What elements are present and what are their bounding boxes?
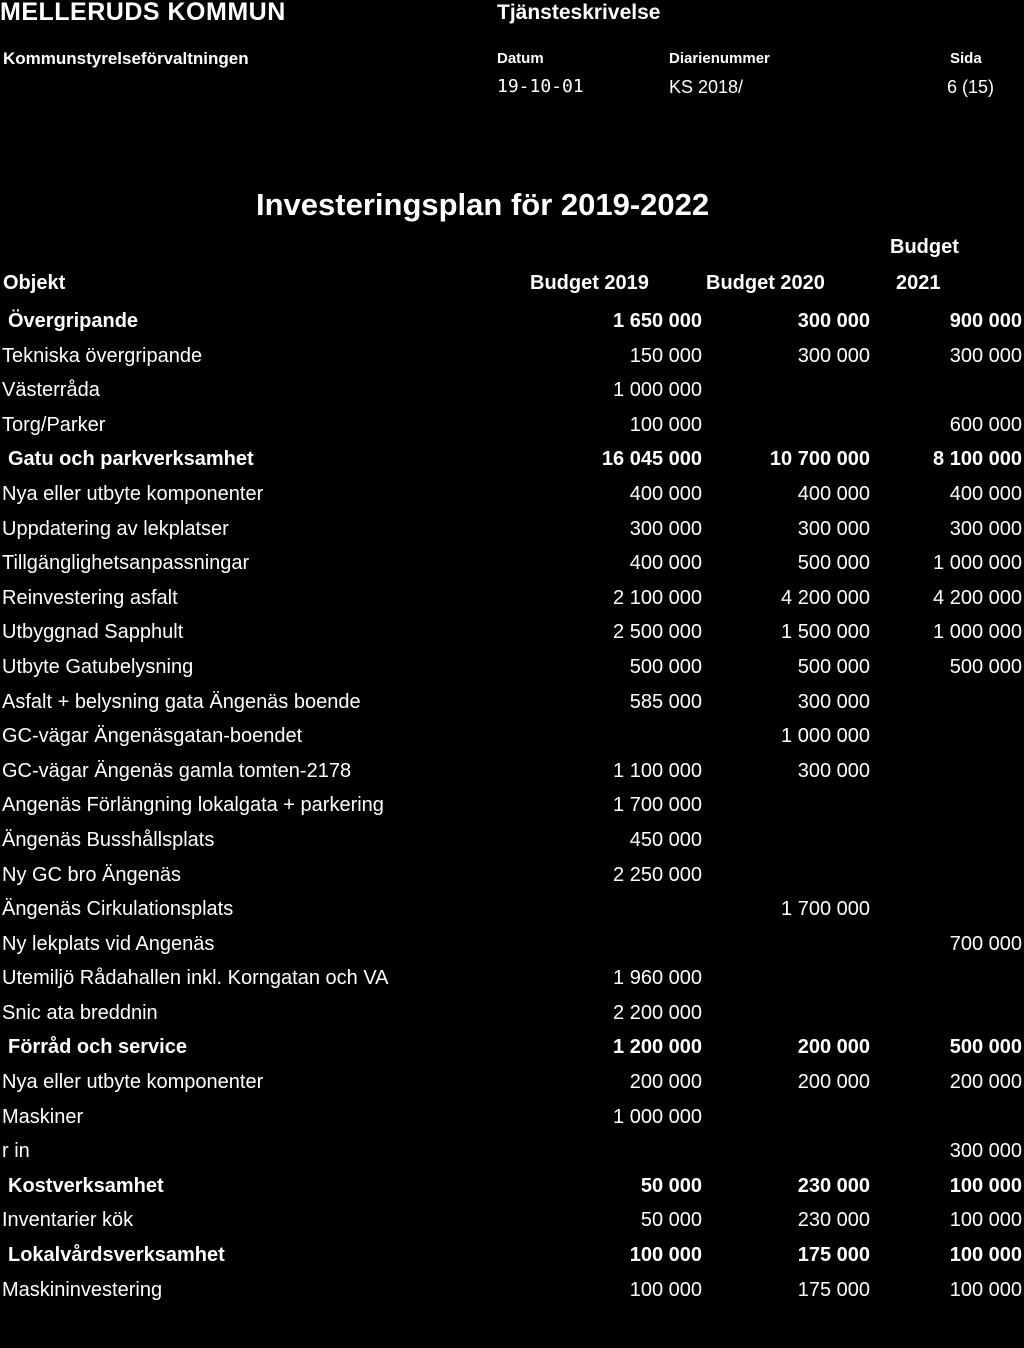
document-type: Tjänsteskrivelse — [497, 1, 661, 24]
sida-label: Sida — [950, 50, 982, 67]
table-row — [0, 583, 1024, 618]
budget-2020-cell: 300 000 — [797, 344, 870, 367]
budget-2020-cell: 230 000 — [797, 1209, 870, 1232]
row-name: Utemiljö Rådahallen inkl. Korngatan och VA — [2, 967, 389, 990]
budget-2021-cell: 100 000 — [949, 1209, 1022, 1232]
budget-2021-cell: 1 000 000 — [933, 621, 1022, 644]
row-name: Maskininvestering — [2, 1278, 163, 1301]
budget-2020-cell: 400 000 — [797, 482, 870, 505]
table-group-row — [0, 1032, 1024, 1067]
row-name: Förråd och service — [8, 1036, 187, 1059]
budget-2019-cell: 2 100 000 — [613, 586, 702, 609]
budget-2019-cell: 1 000 000 — [613, 379, 702, 402]
budget-2021-cell: 8 100 000 — [933, 448, 1022, 471]
table-row — [0, 1067, 1024, 1102]
budget-2020-cell: 300 000 — [797, 759, 870, 782]
budget-2020-cell: 4 200 000 — [781, 586, 870, 609]
budget-2020-cell: 230 000 — [797, 1174, 870, 1197]
budget-2019-cell: 2 200 000 — [613, 1001, 702, 1024]
budget-2019-cell: 400 000 — [629, 482, 702, 505]
table-row — [0, 1136, 1024, 1171]
table-row — [0, 341, 1024, 376]
budget-2021-cell: 300 000 — [949, 1140, 1022, 1163]
budget-2021-cell: 200 000 — [949, 1071, 1022, 1094]
budget-2021-cell: 300 000 — [949, 344, 1022, 367]
datum-label: Datum — [497, 50, 544, 67]
budget-2020-cell: 300 000 — [797, 310, 870, 332]
budget-2021-cell: 100 000 — [949, 1278, 1022, 1301]
table-row — [0, 963, 1024, 998]
budget-2021-cell: 700 000 — [949, 932, 1022, 955]
row-name: r in — [2, 1140, 30, 1163]
budget-2019-cell: 1 200 000 — [613, 1036, 702, 1059]
row-name: Inventarier kök — [2, 1209, 134, 1232]
table-row — [0, 548, 1024, 583]
row-name: Uppdatering av lekplatser — [2, 517, 229, 540]
budget-2020-cell: 1 500 000 — [781, 621, 870, 644]
budget-2020-cell: 500 000 — [797, 655, 870, 678]
budget-2020-cell: 175 000 — [797, 1244, 870, 1267]
budget-2021-cell: 4 200 000 — [933, 586, 1022, 609]
row-name: Reinvestering asfalt — [2, 586, 178, 609]
datum-value: 19-10-01 — [497, 76, 584, 97]
table-group-row — [0, 306, 1024, 341]
budget-2019-cell: 585 000 — [629, 690, 702, 713]
row-name: Tillgänglighetsanpassningar — [2, 552, 250, 575]
table-row — [0, 514, 1024, 549]
row-name: Nya eller utbyte komponenter — [2, 482, 264, 505]
table-row — [0, 998, 1024, 1033]
budget-2019-cell: 50 000 — [640, 1174, 702, 1197]
organization-name: MELLERUDS KOMMUN — [0, 0, 286, 26]
row-name: Ängenäs Cirkulationsplats — [2, 898, 234, 921]
table-row — [0, 687, 1024, 722]
budget-2020-cell: 1 000 000 — [781, 725, 870, 748]
row-name: Ny GC bro Ängenäs — [2, 863, 181, 886]
budget-2019-cell: 1 960 000 — [613, 967, 702, 990]
row-name: Utbyte Gatubelysning — [2, 655, 194, 678]
row-name: Ängenäs Busshållsplats — [2, 828, 215, 851]
row-name: GC-vägar Ängenäsgatan-boendet — [2, 725, 303, 748]
table-row — [0, 479, 1024, 514]
row-name: Angenäs Förlängning lokalgata + parkering — [2, 794, 384, 817]
budget-2019-cell: 2 500 000 — [613, 621, 702, 644]
budget-2021-cell: 400 000 — [949, 482, 1022, 505]
budget-2021-cell: 100 000 — [949, 1174, 1022, 1197]
sida-value: 6 (15) — [947, 77, 995, 97]
department-name: Kommunstyrelseförvaltningen — [3, 49, 249, 68]
budget-2019-cell: 450 000 — [629, 828, 702, 851]
budget-2020-cell: 175 000 — [797, 1278, 870, 1301]
table-row — [0, 860, 1024, 895]
budget-table — [0, 306, 1024, 1309]
column-header-2021-line1: Budget — [890, 236, 959, 258]
row-name: Ny lekplats vid Angenäs — [2, 932, 215, 955]
table-group-row — [0, 444, 1024, 479]
budget-2021-cell: 500 000 — [949, 655, 1022, 678]
row-name: Torg/Parker — [2, 413, 106, 436]
budget-2021-cell: 100 000 — [949, 1244, 1022, 1267]
diarienummer-label: Diarienummer — [669, 50, 770, 67]
table-row — [0, 929, 1024, 964]
budget-2019-cell: 1 000 000 — [613, 1105, 702, 1128]
row-name: Västerråda — [2, 379, 100, 402]
table-row — [0, 825, 1024, 860]
row-name: Utbyggnad Sapphult — [2, 621, 184, 644]
column-header-2020: Budget 2020 — [706, 272, 825, 294]
budget-2019-cell: 100 000 — [629, 1244, 702, 1267]
table-row — [0, 652, 1024, 687]
budget-2020-cell: 300 000 — [797, 690, 870, 713]
row-name: Övergripande — [8, 310, 139, 332]
budget-2019-cell: 2 250 000 — [613, 863, 702, 886]
budget-2020-cell: 200 000 — [797, 1071, 870, 1094]
budget-2021-cell: 300 000 — [949, 517, 1022, 540]
table-row — [0, 1275, 1024, 1310]
budget-2019-cell: 50 000 — [640, 1209, 702, 1232]
table-group-row — [0, 1171, 1024, 1206]
budget-2019-cell: 500 000 — [629, 655, 702, 678]
table-row — [0, 410, 1024, 445]
table-group-row — [0, 1240, 1024, 1275]
row-name: Snic ata breddnin — [2, 1001, 158, 1024]
budget-2019-cell: 16 045 000 — [601, 448, 702, 471]
budget-2020-cell: 1 700 000 — [781, 898, 870, 921]
budget-2019-cell: 300 000 — [629, 517, 702, 540]
budget-2019-cell: 400 000 — [629, 552, 702, 575]
row-name: Gatu och parkverksamhet — [8, 448, 254, 471]
column-header-2019: Budget 2019 — [530, 272, 649, 294]
budget-2019-cell: 100 000 — [629, 413, 702, 436]
table-row — [0, 756, 1024, 791]
budget-2019-cell: 100 000 — [629, 1278, 702, 1301]
row-name: Asfalt + belysning gata Ängenäs boende — [2, 690, 361, 713]
budget-2020-cell: 500 000 — [797, 552, 870, 575]
diarienummer-value: KS 2018/ — [669, 77, 744, 97]
budget-2019-cell: 1 700 000 — [613, 794, 702, 817]
budget-2020-cell: 200 000 — [797, 1036, 870, 1059]
budget-2019-cell: 200 000 — [629, 1071, 702, 1094]
table-row — [0, 375, 1024, 410]
row-name: GC-vägar Ängenäs gamla tomten-2178 — [2, 759, 352, 782]
budget-2020-cell: 10 700 000 — [769, 448, 870, 471]
table-row — [0, 617, 1024, 652]
budget-2021-cell: 900 000 — [949, 310, 1022, 332]
column-header-object: Objekt — [3, 272, 66, 294]
table-row — [0, 790, 1024, 825]
table-row — [0, 1205, 1024, 1240]
table-row — [0, 894, 1024, 929]
budget-2019-cell: 1 650 000 — [613, 310, 702, 332]
budget-2021-cell: 1 000 000 — [933, 552, 1022, 575]
budget-2021-cell: 500 000 — [949, 1036, 1022, 1059]
budget-2019-cell: 1 100 000 — [613, 759, 702, 782]
row-name: Tekniska övergripande — [2, 344, 203, 367]
row-name: Lokalvårdsverksamhet — [8, 1244, 225, 1267]
table-row — [0, 1102, 1024, 1137]
column-header-2021-line2: 2021 — [896, 272, 941, 294]
row-name: Kostverksamhet — [8, 1174, 164, 1197]
row-name: Maskiner — [2, 1105, 84, 1128]
page-title: Investeringsplan för 2019-2022 — [256, 187, 710, 222]
budget-2019-cell: 150 000 — [629, 344, 702, 367]
budget-2020-cell: 300 000 — [797, 517, 870, 540]
table-row — [0, 721, 1024, 756]
budget-2021-cell: 600 000 — [949, 413, 1022, 436]
row-name: Nya eller utbyte komponenter — [2, 1071, 264, 1094]
